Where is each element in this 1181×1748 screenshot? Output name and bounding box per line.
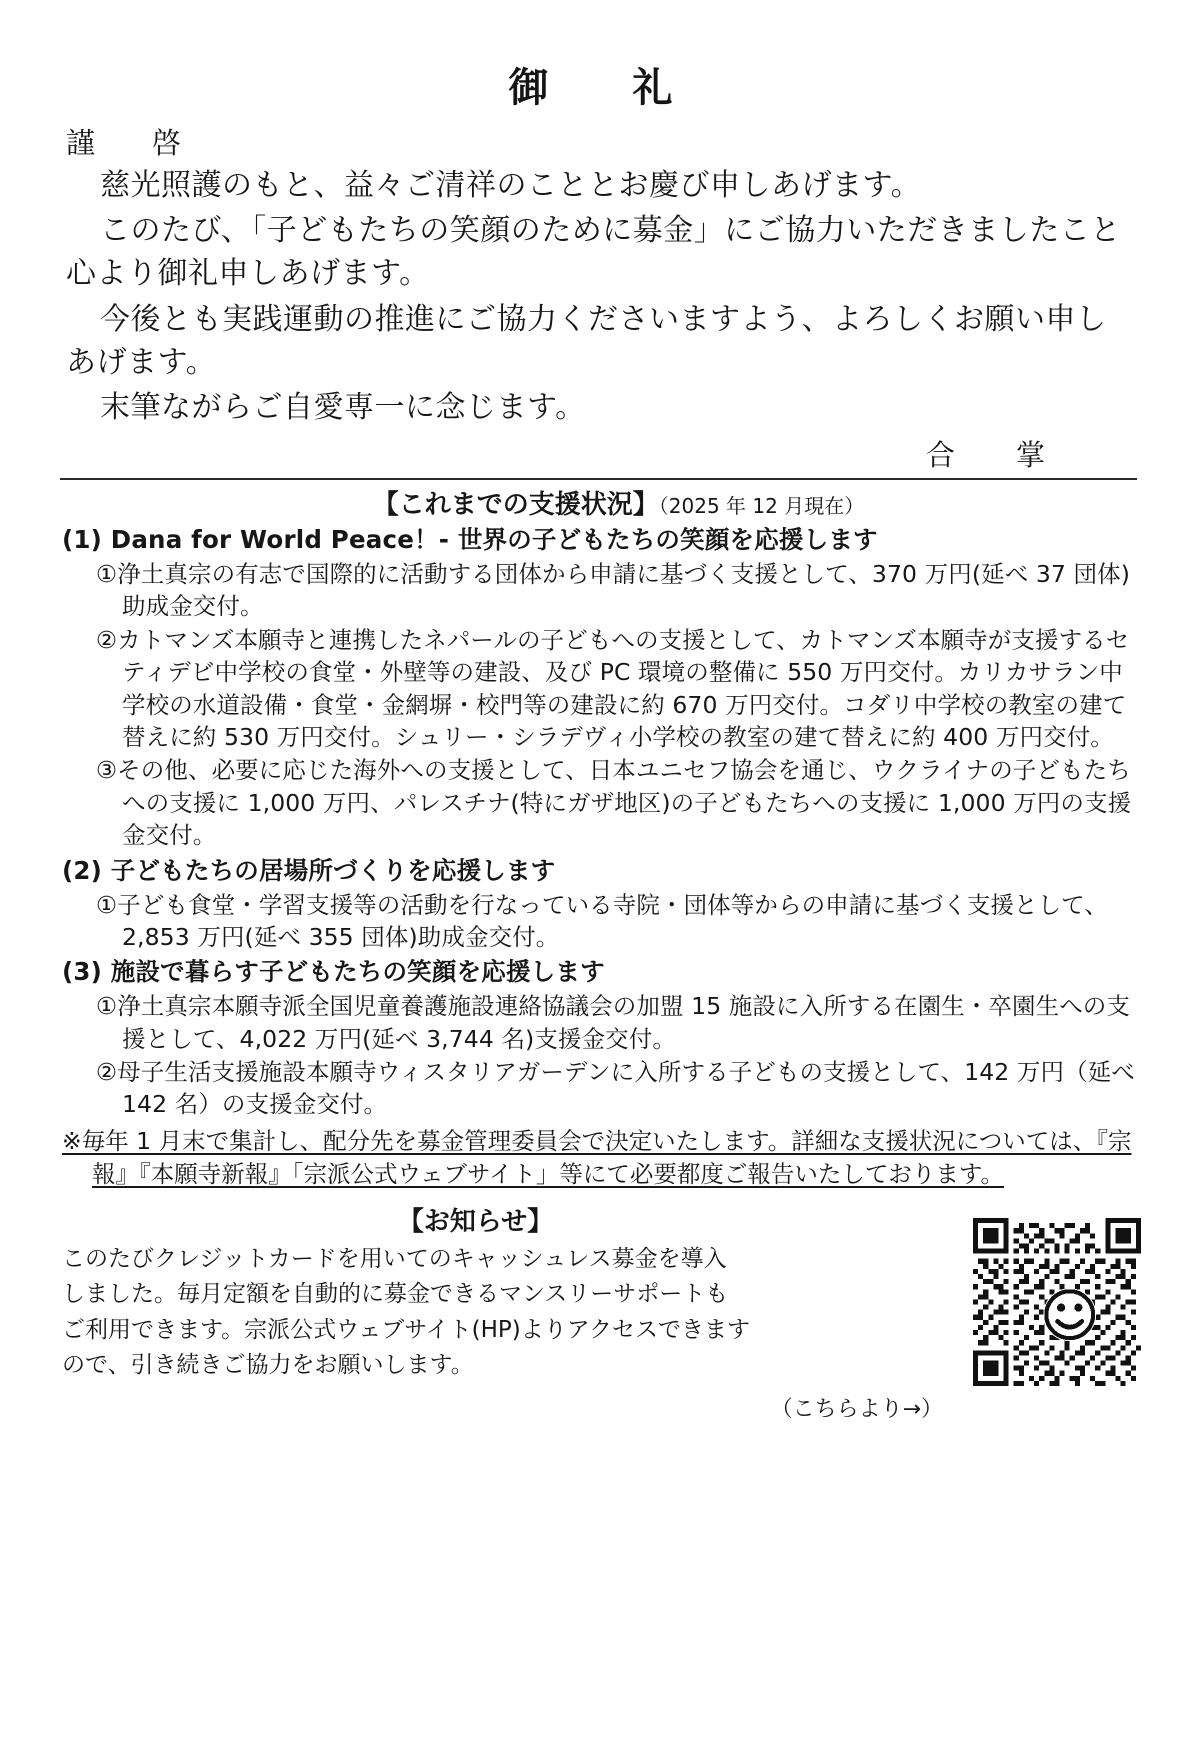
salutation: 謹 啓 xyxy=(66,126,196,160)
support-item-1-sub-3: ③その他、必要に応じた海外への支援として、日本ユニセフ協会を通じ、ウクライナの子どもたちへの支援に 1,000 万円、パレスチナ(特にガザ地区)の子どもたちへの支援に 1,000 万円の支援金交付。 xyxy=(96,756,1132,850)
closing-word: 合 掌 xyxy=(925,438,1061,473)
greeting-paragraph-3: 今後とも実践運動の推進にご協力くださいますよう、よろしくお願い申しあげます。 xyxy=(66,301,1107,380)
support-item-3-sub-2: ②母子生活支援施設本願寺ウィスタリアガーデンに入所する子どもの支援として、142 万円（延べ 142 名）の支援金交付。 xyxy=(96,1058,1135,1119)
greeting-paragraph-2: このたび、「子どもたちの笑顔のために募金」にご協力いただきましたこと心より御礼申しあげます。 xyxy=(66,213,1121,292)
page-title: 御 礼 xyxy=(508,65,695,111)
notice-heading: 【お知らせ】 xyxy=(397,1206,554,1237)
support-status-asof: （2025 年 12 月現在） xyxy=(658,494,865,519)
greeting-paragraph-1: 慈光照護のもと、益々ご清祥のこととお慶び申しあげます。 xyxy=(100,168,922,203)
support-item-1-label: Dana for World Peace！- 世界の子どもたちの笑顔を応援します xyxy=(110,525,878,555)
support-item-3-label: 施設で暮らす子どもたちの笑顔を応援します xyxy=(110,957,605,987)
support-item-3-sub-1: ①浄土真宗本願寺派全国児童養護施設連絡協議会の加盟 15 施設に入所する在園生・卒園生への支援として、4,022 万円(延べ 3,744 名)支援金交付。 xyxy=(96,992,1131,1053)
support-item-2-number: (2) xyxy=(62,855,103,885)
support-item-1-sub-1: ①浄土真宗の有志で国際的に活動する団体から申請に基づく支援として、370 万円(延べ 37 団体)助成金交付。 xyxy=(96,559,1130,621)
support-item-1-number: (1) xyxy=(62,525,103,555)
support-item-3-number: (3) xyxy=(62,957,103,987)
support-item-3-title xyxy=(62,955,1137,989)
notice-text xyxy=(62,1242,967,1426)
support-footnote: ※毎年 1 月末で集計し、配分先を募金管理委員会で決定いたします。詳細な支援状況については、『宗報』『本願寺新報』「宗派公式ウェブサイト」等にて必要都度ご報告いたしております。 xyxy=(62,1126,1132,1188)
qr-caption: （こちらより→） xyxy=(770,1396,943,1422)
notice-block xyxy=(0,1242,1181,1426)
support-status-heading xyxy=(60,478,1137,521)
greeting-paragraph-4: 末筆ながらご自愛専一に念じます。 xyxy=(100,389,586,425)
support-item-1-sub-2: ②カトマンズ本願寺と連携したネパールの子どもへの支援として、カトマンズ本願寺が支援するセティデビ中学校の食堂・外壁等の建設、及び PC 環境の整備に 550 万円交付。カリカサラン中学校の水道設備・食堂・金網塀・校門等の建設に約 670 万円交付。コダリ中学校の教室の建て替えに約 530 万円交付。シュリー・シラデヴィ小学校の教室の建て替えに約 400 万円交付。 xyxy=(96,625,1130,752)
qr-code-icon[interactable] xyxy=(973,1218,1141,1386)
support-item-2-title xyxy=(62,854,1137,888)
support-item-2-label: 子どもたちの居場所づくりを応援します xyxy=(110,855,556,885)
support-item-2-sub-1: ①子ども食堂・学習支援等の活動を行なっている寺院・団体等からの申請に基づく支援として、2,853 万円(延べ 355 団体)助成金交付。 xyxy=(96,890,1108,951)
support-item-1-title xyxy=(62,523,1137,557)
notice-line-1: このたびクレジットカードを用いてのキャッシュレス募金を導入 xyxy=(62,1245,727,1272)
support-status-heading-label: 【これまでの支援状況】 xyxy=(372,490,659,521)
notice-line-3: ご利用できます。宗派公式ウェブサイト(HP)よりアクセスできます xyxy=(62,1316,751,1343)
notice-line-2: しました。毎月定額を自動的に募金できるマンスリーサポートも xyxy=(62,1281,729,1308)
support-status-list xyxy=(0,523,1181,1191)
greeting-block xyxy=(0,121,1181,474)
notice-line-4: ので、引き続きご協力をお願いします。 xyxy=(62,1352,474,1379)
